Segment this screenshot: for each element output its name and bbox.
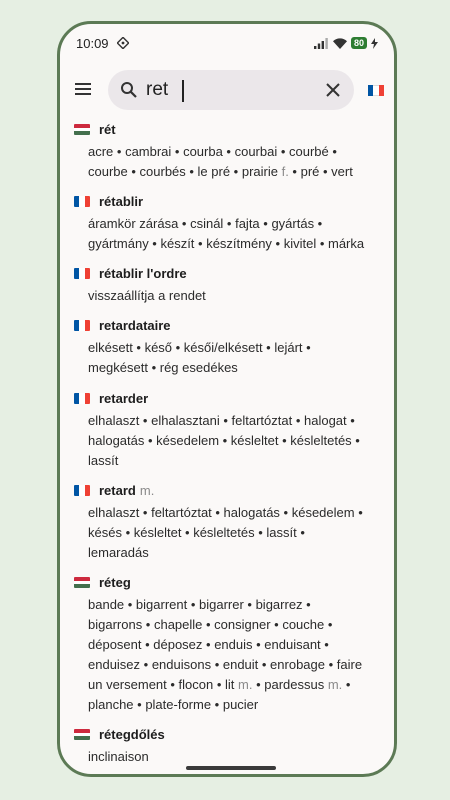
translation-line xyxy=(88,286,388,306)
translation-text: courbe • courbés • le pré • prairie xyxy=(88,164,282,179)
translation-text: halogatás • késedelem • késleltet • késleltetés • xyxy=(88,433,360,448)
headword xyxy=(99,194,143,209)
translation-line xyxy=(88,411,388,431)
translations xyxy=(88,286,388,306)
list-item[interactable] xyxy=(60,573,394,715)
translation-text: visszaállítja a rendet xyxy=(88,288,206,303)
translation-line xyxy=(88,338,388,358)
translation-text: elhalaszt • feltartóztat • halogatás • késedelem • xyxy=(88,505,363,520)
home-indicator[interactable] xyxy=(186,766,276,770)
entry-header xyxy=(60,192,394,212)
search-field[interactable] xyxy=(108,70,354,110)
translations xyxy=(88,214,388,254)
french-flag-icon xyxy=(74,320,90,331)
text-cursor xyxy=(182,80,184,102)
translation-text: • xyxy=(342,677,351,692)
translation-text: enduisez • enduisons • enduit • enrobage • faire xyxy=(88,657,363,672)
translation-line xyxy=(88,675,388,695)
headword xyxy=(99,122,116,137)
search-bar xyxy=(60,68,394,112)
list-item[interactable] xyxy=(60,264,394,306)
translation-text: áramkör zárása • csinál • fajta • gyártás • xyxy=(88,216,323,231)
translation-line xyxy=(88,162,388,182)
translation-text: elkésett • késő • késői/elkésett • lejárt • xyxy=(88,340,311,355)
headword-text: rét xyxy=(99,122,116,137)
headword-text: rétablir l'ordre xyxy=(99,266,187,281)
headword xyxy=(99,266,187,281)
translation-text: planche • plate-forme • pucier xyxy=(88,697,259,712)
phone-screen xyxy=(57,21,397,777)
gender-tag: f. xyxy=(281,164,289,179)
list-item[interactable] xyxy=(60,725,394,767)
charging-icon xyxy=(371,38,378,49)
translation-line xyxy=(88,142,388,162)
battery-level: 80 xyxy=(351,37,367,49)
translation-line xyxy=(88,503,388,523)
headword xyxy=(99,727,165,742)
translation-line xyxy=(88,214,388,234)
language-flag-button[interactable] xyxy=(368,85,384,96)
entry-header xyxy=(60,389,394,409)
translations xyxy=(88,338,388,378)
headword-text: retardataire xyxy=(99,318,171,333)
list-item[interactable] xyxy=(60,120,394,182)
translation-text: lemaradás xyxy=(88,545,149,560)
translations xyxy=(88,747,388,767)
translation-text: • pré • vert xyxy=(288,164,353,179)
translation-text: elhalaszt • elhalasztani • feltartóztat • halogat • xyxy=(88,413,355,428)
translation-text: inclinaison xyxy=(88,749,149,764)
translation-line xyxy=(88,635,388,655)
headword-text: rétegdőlés xyxy=(99,727,165,742)
entry-header xyxy=(60,316,394,336)
translation-text: bande • bigarrent • bigarrer • bigarrez • xyxy=(88,597,311,612)
translation-line xyxy=(88,358,388,378)
french-flag-icon xyxy=(74,485,90,496)
translation-text: • pardessus xyxy=(252,677,328,692)
status-icons xyxy=(314,36,378,50)
list-item[interactable] xyxy=(60,481,394,563)
gender-tag: m. xyxy=(238,677,253,692)
translation-text: déposent • déposez • enduis • enduisant • xyxy=(88,637,329,652)
translation-line xyxy=(88,543,388,563)
headword xyxy=(99,391,148,406)
headword-text: retard xyxy=(99,483,136,498)
close-icon[interactable] xyxy=(324,81,342,99)
entry-header xyxy=(60,481,394,501)
translations xyxy=(88,411,388,471)
translations xyxy=(88,142,388,182)
translation-text: gyártmány • készít • készítmény • kivitel • márka xyxy=(88,236,365,251)
translation-line xyxy=(88,595,388,615)
status-bar xyxy=(60,24,394,64)
translation-line xyxy=(88,234,388,254)
signal-icon xyxy=(314,38,329,49)
wifi-icon xyxy=(333,38,347,49)
entry-header xyxy=(60,264,394,284)
cast-icon xyxy=(117,37,129,49)
translation-text: lassít xyxy=(88,453,119,468)
headword-text: rétablir xyxy=(99,194,144,209)
translation-line xyxy=(88,747,388,767)
headword xyxy=(99,318,171,333)
translation-text: acre • cambrai • courba • courbai • courbé • xyxy=(88,144,337,159)
french-flag-icon xyxy=(74,268,90,279)
headword-text: réteg xyxy=(99,575,131,590)
list-item[interactable] xyxy=(60,192,394,254)
translation-line xyxy=(88,695,388,715)
translation-text: bigarrons • chapelle • consigner • couche • xyxy=(88,617,333,632)
translation-line xyxy=(88,523,388,543)
translation-text: un versement • flocon • lit xyxy=(88,677,239,692)
translations xyxy=(88,595,388,715)
translation-line xyxy=(88,615,388,635)
headword-text: retarder xyxy=(99,391,149,406)
hungarian-flag-icon xyxy=(74,729,90,740)
translation-line xyxy=(88,655,388,675)
hungarian-flag-icon xyxy=(74,124,90,135)
entry-header xyxy=(60,120,394,140)
translations xyxy=(88,503,388,563)
french-flag-icon xyxy=(74,393,90,404)
gender-tag: m. xyxy=(327,677,343,692)
french-flag-icon xyxy=(74,196,90,207)
grammar-tag: m. xyxy=(139,483,155,498)
translation-line xyxy=(88,451,388,471)
list-item[interactable] xyxy=(60,316,394,378)
translation-text: megkésett • rég esedékes xyxy=(88,360,238,375)
translation-line xyxy=(88,431,388,451)
entry-header xyxy=(60,573,394,593)
menu-icon[interactable] xyxy=(74,79,94,99)
status-time: 10:09 xyxy=(76,36,109,51)
headword xyxy=(99,575,131,590)
list-item[interactable] xyxy=(60,389,394,471)
entry-header xyxy=(60,725,394,745)
headword xyxy=(99,483,154,498)
search-icon xyxy=(120,81,138,99)
search-input[interactable] xyxy=(146,76,306,104)
hungarian-flag-icon xyxy=(74,577,90,588)
translation-text: késés • késleltet • késleltetés • lassít • xyxy=(88,525,305,540)
